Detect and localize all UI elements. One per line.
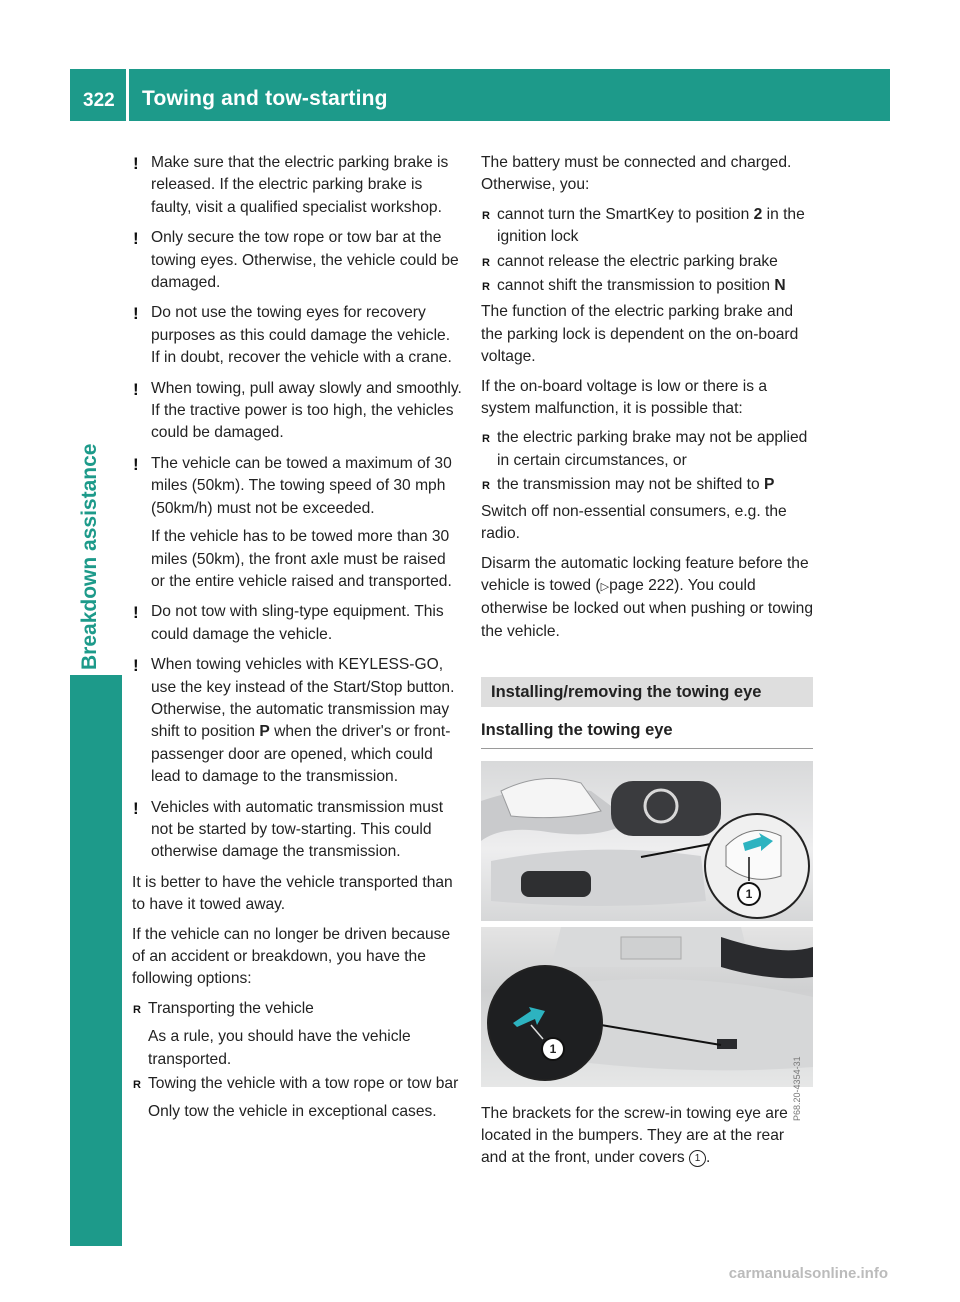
list-item-text: cannot turn the SmartKey to position <box>497 205 754 223</box>
warning-text: Vehicles with automatic transmission must not be started by tow-starting. This could otherwise damage the transmission. <box>151 798 444 861</box>
subsection-heading: Installing the towing eye <box>481 719 813 748</box>
bullet-icon: R <box>482 433 490 446</box>
callout-1: 1 <box>737 882 761 906</box>
caption-text-end: . <box>706 1149 711 1167</box>
warning-text: When towing vehicles with KEYLESS-GO, use the key instead of the Start/Stop button. Otherwise, the automatic transmission may shift to position <box>151 656 455 741</box>
warning-text: When towing, pull away slowly and smoothly. If the tractive power is too high, the vehicles could be damaged. <box>151 379 462 442</box>
warning-icon: ! <box>133 454 139 474</box>
gear-position: P <box>763 476 775 494</box>
towing-cover-detail <box>481 927 813 1087</box>
bullet-icon: R <box>482 480 490 493</box>
paragraph: The battery must be connected and charged. Otherwise, you: <box>481 154 792 194</box>
list-item-text: the transmission may not be shifted to <box>497 476 764 494</box>
list-item <box>481 427 813 472</box>
warning-icon: ! <box>133 603 139 623</box>
warning-note <box>132 152 462 219</box>
warning-text: Do not use the towing eyes for recovery purposes as this could damage the vehicle. If in doubt, recover the vehicle with a crane. <box>151 304 452 367</box>
warning-note <box>132 797 462 864</box>
list-item-detail: As a rule, you should have the vehicle transported. <box>148 1028 411 1068</box>
list-item-text: the electric parking brake may not be applied in certain circumstances, or <box>497 429 808 469</box>
malfunction-list <box>481 427 813 496</box>
front-bumper-photo <box>481 761 813 921</box>
list-item-label: Transporting the vehicle <box>148 999 314 1017</box>
list-item-text: cannot release the electric parking brake <box>497 252 778 270</box>
page-number: 322 <box>83 90 115 111</box>
header-divider <box>126 69 129 121</box>
warning-icon: ! <box>133 229 139 249</box>
bullet-icon: R <box>133 1003 141 1016</box>
paragraph-text: Disarm the automatic locking feature before the vehicle is towed ( <box>481 554 809 594</box>
warning-continuation: If the vehicle has to be towed more than 30 miles (50km), the front axle must be raised or the entire vehicle raised and transported. <box>151 528 452 590</box>
paragraph: Switch off non-essential consumers, e.g. the radio. <box>481 502 787 543</box>
warning-icon: ! <box>133 798 139 818</box>
warning-text: Do not tow with sling-type equipment. This could damage the vehicle. <box>151 603 444 643</box>
list-item <box>481 251 813 273</box>
page-reference-link[interactable]: page 222 <box>609 576 675 594</box>
list-item <box>481 474 813 496</box>
list-item <box>132 1073 462 1124</box>
paragraph: The function of the electric parking brake and the parking lock is dependent on the on-board voltage. <box>481 303 799 366</box>
bullet-icon: R <box>133 1079 141 1092</box>
warning-text-end: when the driver's or front-passenger door are opened, which could lead to damage to the transmission. <box>151 723 451 786</box>
list-item <box>132 998 462 1071</box>
warning-note <box>132 601 462 646</box>
warning-icon: ! <box>133 304 139 324</box>
warning-text: The vehicle can be towed a maximum of 30 miles (50km). The towing speed of 30 mph (50km/h) must not be exceeded. <box>151 454 452 517</box>
sidebar-tab <box>70 675 122 1246</box>
warning-note <box>132 302 462 369</box>
section-heading: Installing/removing the towing eye <box>481 677 813 707</box>
warning-text: Make sure that the electric parking brake is released. If the electric parking brake is faulty, visit a qualified specialist workshop. <box>151 154 449 216</box>
caption-text: The brackets for the screw-in towing eye are located in the bumpers. They are at the rear and at the front, under covers <box>481 1104 788 1167</box>
battery-list <box>481 204 813 298</box>
paragraph: If the vehicle can no longer be driven because of an accident or breakdown, you have the following options: <box>132 925 451 988</box>
warning-note <box>132 227 462 294</box>
warning-icon: ! <box>133 379 139 399</box>
bullet-icon: R <box>482 256 490 269</box>
options-list <box>132 998 462 1124</box>
list-item-text-end: in the ignition lock <box>497 205 805 246</box>
paragraph: It is better to have the vehicle transported than to have it towed away. <box>132 873 453 914</box>
warning-note <box>132 453 462 593</box>
chapter-title: Towing and tow-starting <box>142 87 388 110</box>
page-ref-arrow-icon: ▷ <box>600 580 610 593</box>
list-item <box>481 275 813 297</box>
watermark: carmanualsonline.info <box>728 1265 888 1282</box>
key-position: 2 <box>753 205 763 223</box>
list-item-detail: Only tow the vehicle in exceptional cases. <box>148 1103 437 1121</box>
image-code: P68.20-4354-31 <box>792 1056 803 1122</box>
rear-bumper-photo <box>481 927 813 1122</box>
paragraph: If the on-board voltage is low or there is a system malfunction, it is possible that: <box>481 377 768 418</box>
paragraph <box>481 553 813 644</box>
warning-note <box>132 654 462 788</box>
bullet-icon: R <box>482 209 490 222</box>
callout-1: 1 <box>541 1037 565 1061</box>
page-header <box>70 69 890 121</box>
list-item <box>481 204 813 249</box>
image-caption <box>481 1103 813 1170</box>
towing-cover-detail <box>481 761 813 921</box>
paragraph-text-end: ). You could otherwise be locked out when pushing or towing the vehicle. <box>481 576 814 640</box>
list-item-text: cannot shift the transmission to position <box>497 277 775 295</box>
bullet-icon: R <box>482 281 490 294</box>
sidebar-label: Breakdown assistance <box>78 443 101 670</box>
warning-note <box>132 378 462 445</box>
list-item-label: Towing the vehicle with a tow rope or tow bar <box>148 1075 459 1093</box>
warning-text: Only secure the tow rope or tow bar at the towing eyes. Otherwise, the vehicle could be damaged. <box>151 229 459 292</box>
right-column <box>481 152 813 1177</box>
gear-position: P <box>259 723 270 741</box>
callout-reference: 1 <box>689 1150 706 1167</box>
warning-icon: ! <box>133 656 139 676</box>
left-column <box>132 152 462 1128</box>
warning-icon: ! <box>133 154 139 173</box>
gear-position: N <box>774 277 786 295</box>
